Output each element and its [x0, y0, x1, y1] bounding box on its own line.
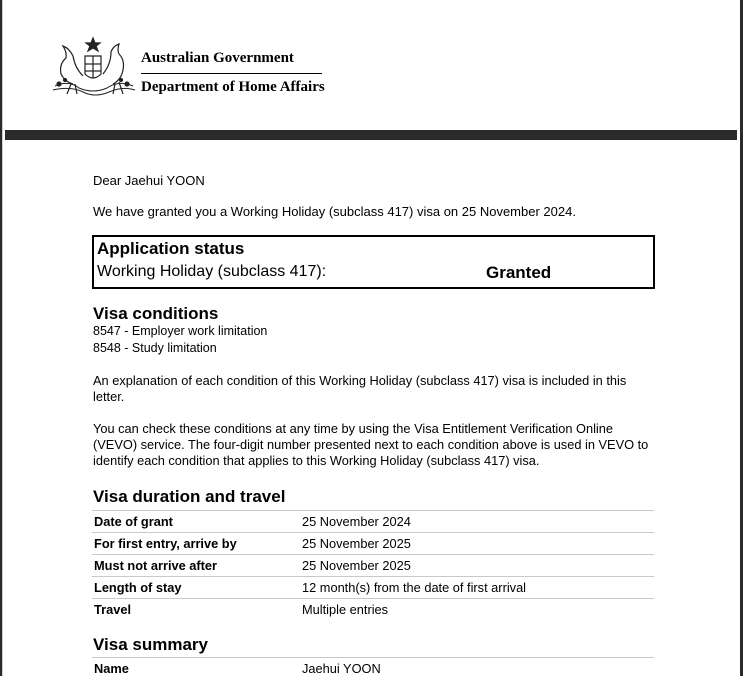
header-bar — [5, 130, 737, 140]
table-row — [92, 554, 654, 576]
row-value: 12 month(s) from the date of first arrival — [302, 580, 527, 595]
coat-of-arms-icon — [49, 34, 137, 102]
row-value: Multiple entries — [302, 602, 389, 617]
row-label: Length of stay — [94, 580, 182, 595]
table-row — [92, 576, 654, 598]
row-label: For first entry, arrive by — [94, 536, 237, 551]
department-name: Department of Home Affairs — [141, 79, 325, 95]
row-label: Date of grant — [94, 514, 173, 529]
table-row — [92, 598, 654, 620]
visa-conditions-title: Visa conditions — [93, 304, 219, 323]
row-value: Jaehui YOON — [302, 661, 381, 676]
row-label: Name — [94, 661, 129, 676]
application-status-box — [92, 235, 655, 289]
viewer-edge-left — [0, 0, 2, 676]
visa-duration-title: Visa duration and travel — [93, 487, 286, 506]
vevo-note: You can check these conditions at any time by using the Visa Entitlement Verification Online (VEVO) service. The four-digit number presented next to each condition above is used in VEVO to identify each condition that applies to this Working Holiday (subclass 417) visa. — [93, 421, 649, 468]
letter-page — [2, 0, 742, 676]
visa-summary-title: Visa summary — [93, 635, 208, 654]
application-status-title: Application status — [97, 239, 245, 258]
row-value: 25 November 2025 — [302, 536, 411, 551]
header-divider — [141, 73, 322, 74]
condition-item: 8548 - Study limitation — [93, 341, 217, 355]
row-value: 25 November 2025 — [302, 558, 411, 573]
row-label: Must not arrive after — [94, 558, 218, 573]
table-row — [92, 532, 654, 554]
application-status-value: Granted — [486, 263, 552, 282]
condition-item: 8547 - Employer work limitation — [93, 324, 268, 338]
grant-sentence: We have granted you a Working Holiday (subclass 417) visa on 25 November 2024. — [93, 204, 576, 219]
greeting: Dear Jaehui YOON — [93, 173, 205, 188]
application-status-visa: Working Holiday (subclass 417): — [97, 263, 327, 280]
table-row — [92, 510, 654, 532]
conditions-explanation: An explanation of each condition of this Working Holiday (subclass 417) visa is included in this letter. — [93, 373, 627, 404]
row-label: Travel — [94, 602, 131, 617]
visa-duration-table — [92, 510, 654, 620]
row-value: 25 November 2024 — [302, 514, 411, 529]
government-name: Australian Government — [141, 50, 294, 66]
